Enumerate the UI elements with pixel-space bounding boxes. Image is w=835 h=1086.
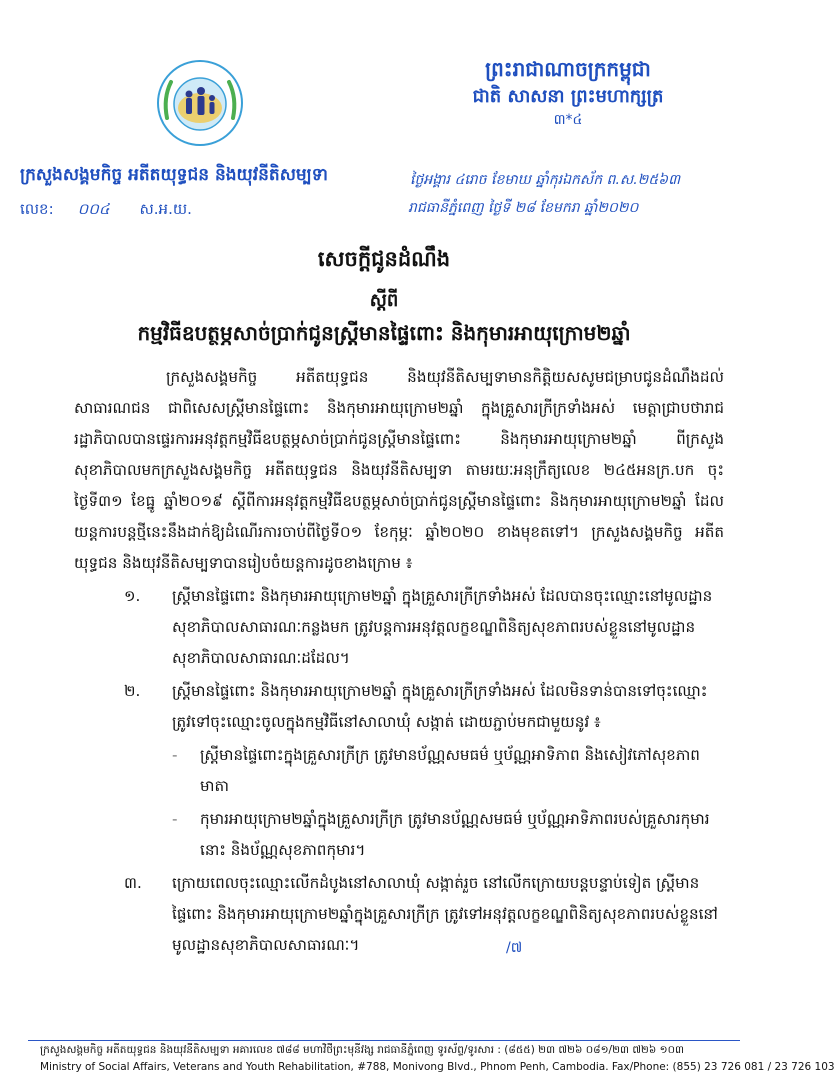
notice-body [74, 362, 724, 961]
sub-item-dash: - [172, 746, 178, 764]
notice-topic: កម្មវិធីឧបត្ថម្ភសាច់ប្រាក់ជូនស្ត្រីមានផ្ទៃពោះ និងកុមារអាយុក្រោម២ឆ្នាំ [137, 321, 631, 345]
national-motto: ជាតិ សាសនា ព្រះមហាក្សត្រ [472, 86, 664, 107]
kingdom-title: ព្រះរាជាណាចក្រកម្ពុជា [485, 57, 651, 81]
list-item-text: ក្រោយពេលចុះឈ្មោះលើកដំបូងនៅសាលាឃុំ សង្កាត់រួច នៅលើកក្រោយបន្តបន្ទាប់ទៀត ស្ត្រីមានផ្ទៃពោះ និងកុមារអាយុក្រោម២ឆ្នាំក្នុងគ្រួសារក្រីក្រ ត្រូវទៅអនុវត្តលក្ខខណ្ឌពិនិត្យសុខភាពរបស់ខ្លួននៅមូលដ្ឋានសុខាភិបាលសាធារណៈ។ [172, 874, 718, 954]
reference-code: ស.អ.យ. [139, 200, 192, 218]
list-item [74, 676, 724, 738]
sub-item-text: ស្ត្រីមានផ្ទៃពោះក្នុងគ្រួសារក្រីក្រ ត្រូវមានប័ណ្ណសមធម៌ ឬប័ណ្ណអាទិភាព និងសៀវភៅសុខភាពមាតា [200, 746, 700, 795]
date-solar: រាជធានីភ្នំពេញ ថ្ងៃទី ២៨ ខែមករា ឆ្នាំ២០២០ [408, 200, 639, 216]
reference-line [20, 200, 192, 222]
list-item-text: ស្ត្រីមានផ្ទៃពោះ និងកុមារអាយុក្រោម២ឆ្នាំ ក្នុងគ្រួសារក្រីក្រទាំងអស់ ដែលមិនទាន់បានទៅចុះឈ្មោះត្រូវទៅចុះឈ្មោះចូលក្នុងកម្មវិធីនៅសាលាឃុំ សង្កាត់ ដោយភ្ជាប់មកជាមួយនូវ ៖ [172, 682, 708, 731]
sub-item-text: កុមារអាយុក្រោម២ឆ្នាំក្នុងគ្រួសារក្រីក្រ ត្រូវមានប័ណ្ណសមធម៌ ឬប័ណ្ណអាទិភាពរបស់គ្រួសារកុមារនោះ និងប័ណ្ណសុខភាពកុមារ។ [200, 810, 710, 859]
sub-list-item [172, 740, 724, 802]
continuation-mark: /៧ [506, 940, 523, 956]
footer-english: Ministry of Social Affairs, Veterans and Youth Rehabilitation, #788, Monivong Blvd., Phnom Penh, Cambodia. Fax/Phone: (855) 23 726 081 / 23 726 103 [40, 1061, 835, 1073]
list-item-number: ២. [124, 682, 141, 700]
sub-item-dash: - [172, 810, 178, 828]
ministry-logo [155, 58, 245, 148]
list-item [74, 581, 724, 674]
list-item [74, 868, 724, 961]
reference-label: លេខ: [20, 200, 54, 218]
list-item-text: ស្ត្រីមានផ្ទៃពោះ និងកុមារអាយុក្រោម២ឆ្នាំ ក្នុងគ្រួសារក្រីក្រទាំងអស់ ដែលបានចុះឈ្មោះនៅមូលដ្ឋានសុខាភិបាលសាធារណៈកន្លងមក ត្រូវបន្តការអនុវត្តលក្ខខណ្ឌពិនិត្យសុខភាពរបស់ខ្លួននៅមូលដ្ឋានសុខាភិបាលសាធារណៈដដែល។ [172, 587, 713, 667]
list-item-number: ៣. [124, 874, 142, 892]
ornament-mark: ៣*៤ [553, 112, 583, 128]
notice-subtitle: ស្តីពី [369, 290, 399, 311]
reference-number: ០០៤ [77, 200, 110, 218]
sub-list-item [172, 804, 724, 866]
footer-divider [28, 1040, 740, 1041]
ministry-name: ក្រសួងសង្គមកិច្ច អតីតយុទ្ធជន និងយុវនីតិសម្បទា [20, 165, 328, 185]
footer-khmer: ក្រសួងសង្គមកិច្ច អតីតយុទ្ធជន និងយុវនីតិសម្បទា អគារលេខ ៧៨៨ មហាវិថីព្រះមុនីវង្ស រាជធានីភ្នំពេញ ទូរស័ព្ទ/ទូរសារ : (៨៥៥) ២៣ ៧២៦ ០៨១/២៣ ៧២៦ ១០៣ [40, 1044, 685, 1056]
notice-title: សេចក្តីជូនដំណឹង [317, 247, 451, 271]
date-lunar: ថ្ងៃអង្គារ ៤រោច ខែមាឃ ឆ្នាំកុរឯកស័ក ព.ស.២៥៦៣ [410, 172, 681, 188]
list-item-number: ១. [124, 587, 141, 605]
intro-paragraph: ក្រសួងសង្គមកិច្ច អតីតយុទ្ធជន និងយុវនីតិសម្បទាមានកិត្តិយសសូមជម្រាបជូនដំណឹងដល់សាធារណជន ជាពិសេសស្ត្រីមានផ្ទៃពោះ និងកុមារអាយុក្រោម២ឆ្នាំ ក្នុងគ្រួសារក្រីក្រទាំងអស់ មេត្តាជ្រាបថារាជរដ្ឋាភិបាលបានផ្ទេរការអនុវត្តកម្មវិធីឧបត្ថម្ភសាច់ប្រាក់ជូនស្ត្រីមានផ្ទៃពោះ និងកុមារអាយុក្រោម២ឆ្នាំ ពីក្រសួងសុខាភិបាលមកក្រសួងសង្គមកិច្ច អតីតយុទ្ធជន និងយុវនីតិសម្បទា តាមរយៈអនុក្រឹត្យលេខ ២៤៥អនក្រ.បក ចុះថ្ងៃទី៣១ ខែធ្នូ ឆ្នាំ២០១៩ ស្តីពីការអនុវត្តកម្មវិធីឧបត្ថម្ភសាច់ប្រាក់ជូនស្ត្រីមានផ្ទៃពោះ និងកុមារអាយុក្រោម២ឆ្នាំ ដែលយន្តការបន្តថ្មីនេះនឹងដាក់ឱ្យដំណើរការចាប់ពីថ្ងៃទី០១ ខែកុម្ភៈ ឆ្នាំ២០២០ ខាងមុខតទៅ។ ក្រសួងសង្គមកិច្ច អតីតយុទ្ធជន និងយុវនីតិសម្បទាបានរៀបចំយន្តការដូចខាងក្រោម ៖ [74, 368, 725, 572]
